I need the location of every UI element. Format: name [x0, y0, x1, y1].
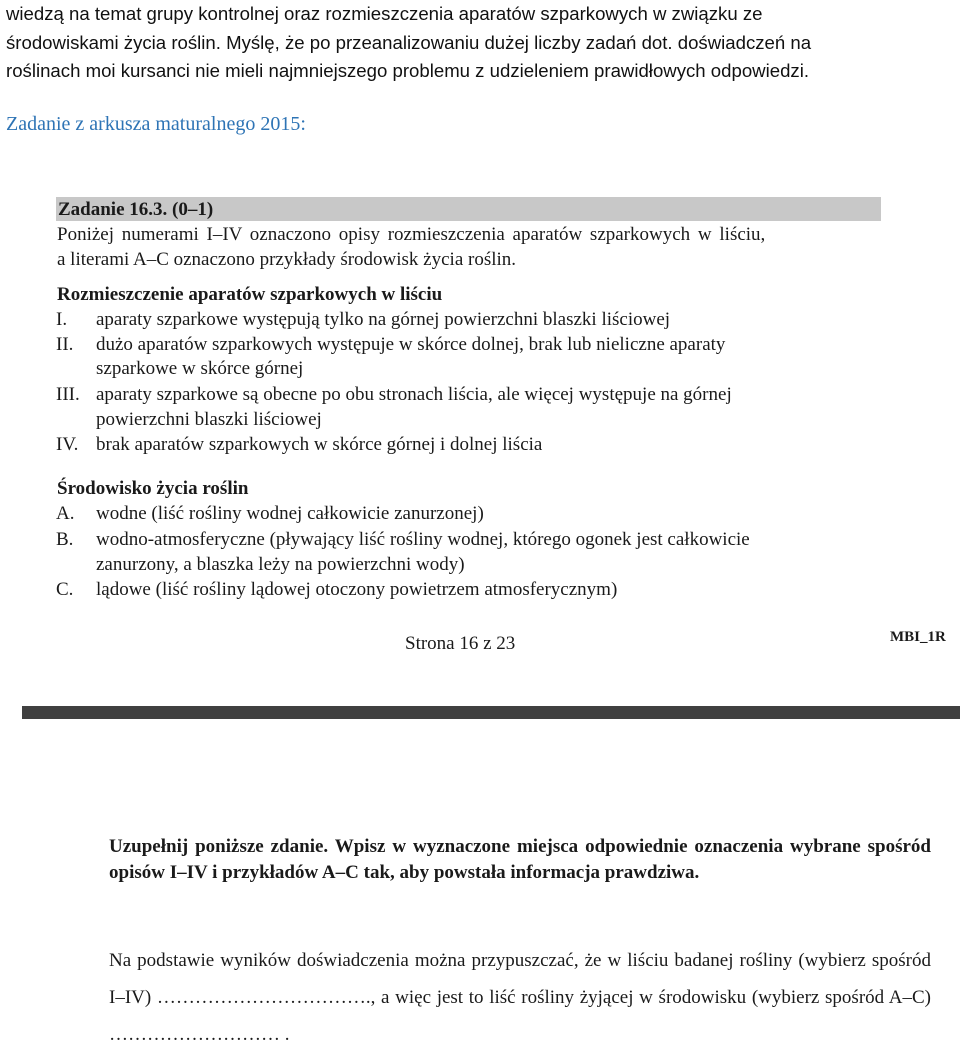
item-number: II. — [56, 334, 74, 355]
task-description-line-1: Poniżej numerami I–IV oznaczono opisy rozmieszczenia aparatów szparkowych w liściu, — [57, 224, 766, 245]
item-number: III. — [56, 384, 80, 405]
page-number: Strona 16 z 23 — [405, 633, 516, 654]
item-number: IV. — [56, 434, 79, 455]
section1-title: Rozmieszczenie aparatów szparkowych w liściu — [57, 284, 443, 305]
intro-line-1: wiedzą na temat grupy kontrolnej oraz rozmieszczenia aparatów szparkowych w związku ze — [6, 3, 763, 24]
exam-code: MBI_1R — [890, 629, 946, 645]
task-description-line-2: a literami A–C oznaczono przykłady środowisk życia roślin. — [57, 249, 517, 270]
intro-text — [6, 0, 956, 86]
item-text: wodno-atmosferyczne (pływający liść rośliny wodnej, którego ogonek jest całkowicie — [96, 529, 750, 550]
task2-instruction: Uzupełnij poniższe zdanie. Wpisz w wyznaczone miejsca odpowiednie oznaczenia wybrane spośród opisów I–IV i przykładów A–C tak, aby powstała informacja prawdziwa. — [109, 836, 931, 883]
section2-title: Środowisko życia roślin — [57, 478, 249, 499]
item-text: zanurzony, a blaszka leży na powierzchni wody) — [96, 554, 465, 575]
intro-line-2: środowiskami życia roślin. Myślę, że po przeanalizowaniu dużej liczby zadań dot. doświadczeń na — [6, 31, 812, 53]
task-header-title: Zadanie 16.3. (0–1) — [58, 199, 214, 220]
item-letter: C. — [56, 579, 74, 600]
item-text: aparaty szparkowe są obecne po obu stronach liścia, ale więcej występuje na górnej — [96, 384, 732, 405]
item-letter: B. — [56, 529, 74, 550]
item-text: powierzchni blaszki liściowej — [96, 409, 322, 430]
item-text: lądowe (liść rośliny lądowej otoczony powietrzem atmosferycznym) — [96, 579, 618, 600]
item-text: szparkowe w skórce górnej — [96, 358, 304, 379]
item-letter: A. — [56, 503, 75, 524]
item-text: brak aparatów szparkowych w skórce górnej i dolnej liścia — [96, 434, 543, 455]
task2-sentence: Na podstawie wyników doświadczenia można przypuszczać, że w liściu badanej rośliny (wybierz spośród I–IV) ……………………………., a więc jest to liść rośliny żyjącej w środowisku (wybierz spośród A–C) ……………………… . — [109, 950, 931, 1045]
page-divider — [22, 706, 960, 719]
task-header-bar — [56, 197, 881, 221]
item-number: I. — [56, 309, 68, 330]
item-text: wodne (liść rośliny wodnej całkowicie zanurzonej) — [96, 503, 484, 524]
intro-line-3: roślinach moi kursanci nie mieli najmniejszego problemu z udzieleniem prawidłowych odpowiedzi. — [6, 60, 810, 81]
item-text: dużo aparatów szparkowych występuje w skórce dolnej, brak lub nieliczne aparaty — [96, 334, 726, 355]
item-text: aparaty szparkowe występują tylko na górnej powierzchni blaszki liściowej — [96, 309, 671, 330]
exam-subheading: Zadanie z arkusza maturalnego 2015: — [6, 113, 306, 135]
